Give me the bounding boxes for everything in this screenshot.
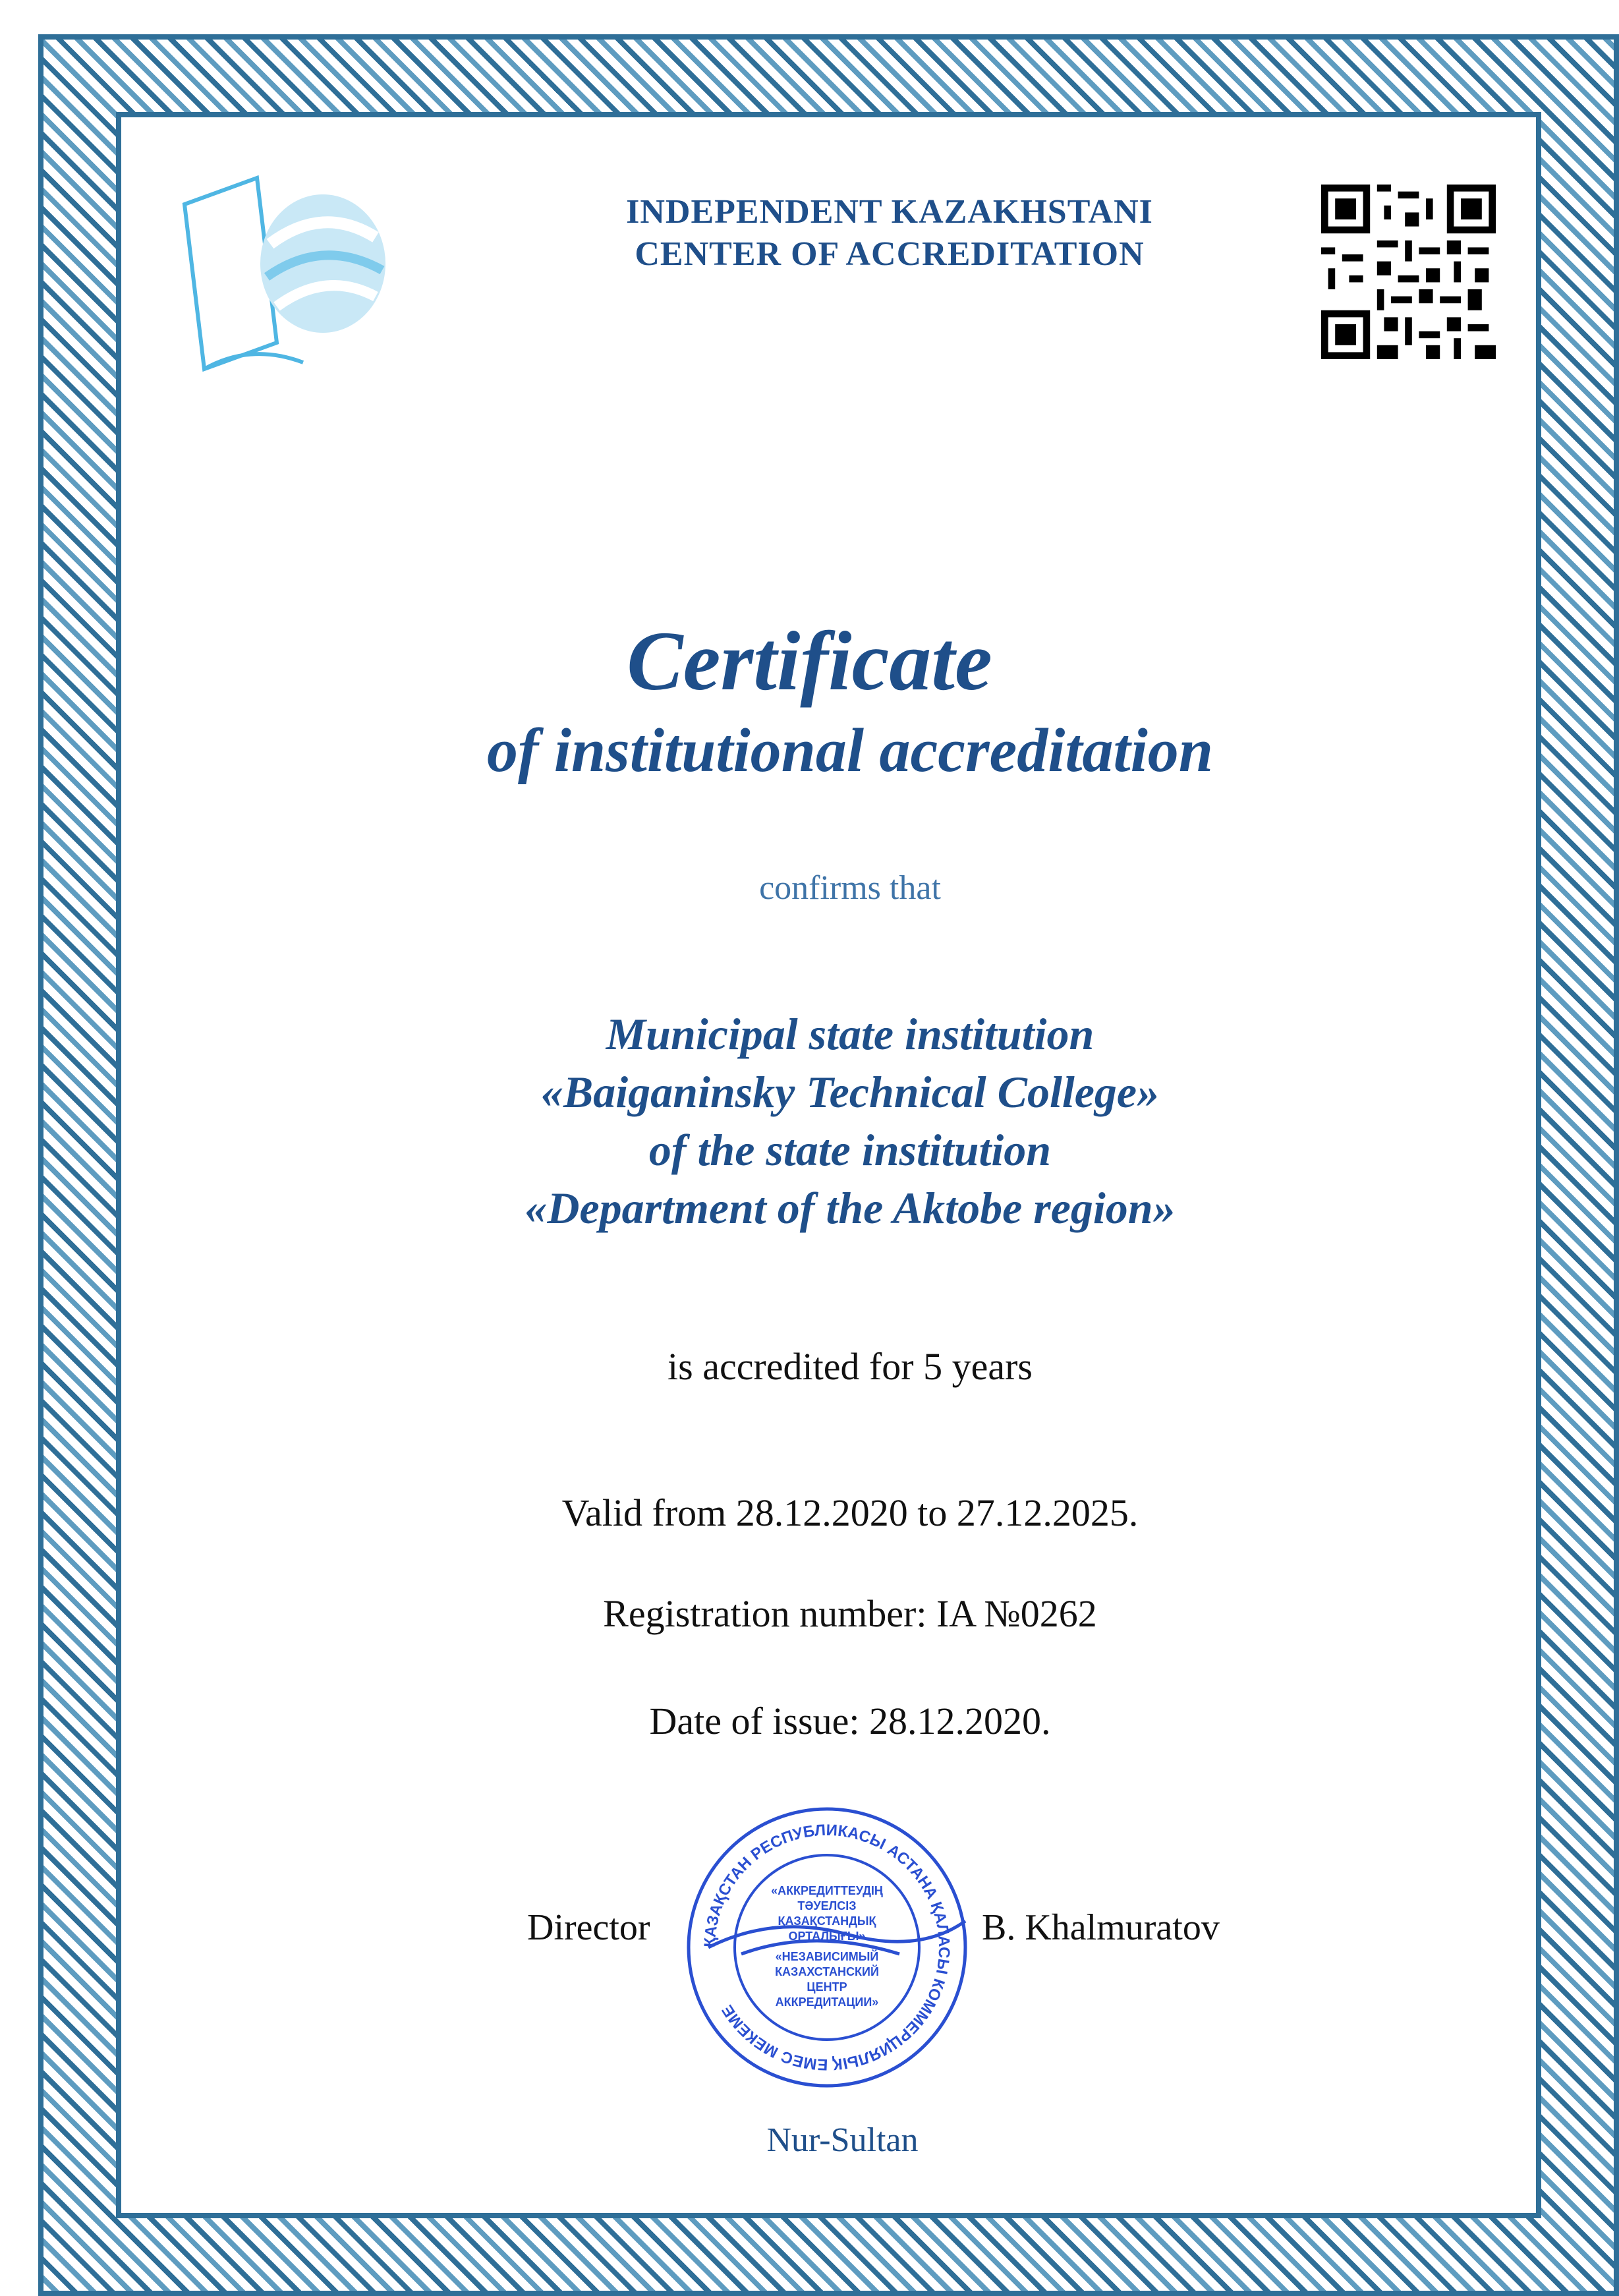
stamp-inner-line: КАЗАХСТАНСКИЙ [775,1965,879,1978]
certificate-subtitle: of institutional accreditation [486,716,1214,785]
issue-city: Nur-Sultan [766,2121,919,2159]
director-name: B. Khalmuratov [982,1907,1220,1948]
institution-line: Municipal state institution [606,1009,1094,1059]
stamp-inner-line: АККРЕДИТАЦИИ» [775,1995,879,2009]
validity-period: Valid from 28.12.2020 to 27.12.2025. [561,1491,1139,1534]
stamp-inner-line: «АККРЕДИТТЕУДІҢ [771,1884,883,1897]
org-line-1: INDEPENDENT KAZAKHSTANI [626,193,1153,231]
stamp-inner-line: ТӘУЕЛСІЗ [797,1899,857,1912]
accredited-duration: is accredited for 5 years [667,1345,1033,1388]
org-line-2: CENTER OF ACCREDITATION [635,235,1145,273]
stamp-outer-text: ҚАЗАҚСТАН РЕСПУБЛИКАСЫ АСТАНА ҚАЛАСЫ КОММЕРЦИЯЛЫҚ ЕМЕС МЕКЕМЕ [700,1821,953,2074]
confirms-text: confirms that [759,869,941,907]
svg-text:ҚАЗАҚСТАН РЕСПУБЛИКАСЫ АСТАНА [701,1822,953,2073]
director-label: Director [527,1907,650,1948]
stamp-inner-line: ОРТАЛЫҒЫ» [788,1930,866,1943]
stamp-inner-line: ҚАЗАҚСТАНДЫҚ [778,1914,876,1928]
institution-line: «Baiganinsky Technical College» [540,1067,1160,1117]
institution-line: «Department of the Aktobe region» [525,1183,1176,1233]
official-stamp [682,1802,972,2092]
certificate-title: Certificate [627,614,992,708]
stamp-inner-line: ЦЕНТР [807,1980,847,1994]
stamp-inner-line: «НЕЗАВИСИМЫЙ [775,1950,879,1963]
accreditation-center-name [514,191,1265,275]
book-wave-logo-icon [178,165,422,389]
qr-code-icon[interactable] [1321,185,1496,359]
registration-number: Registration number: IA №0262 [603,1592,1097,1635]
institution-name [0,1005,1619,1237]
issue-date: Date of issue: 28.12.2020. [649,1700,1051,1742]
institution-line: of the state institution [648,1125,1052,1175]
